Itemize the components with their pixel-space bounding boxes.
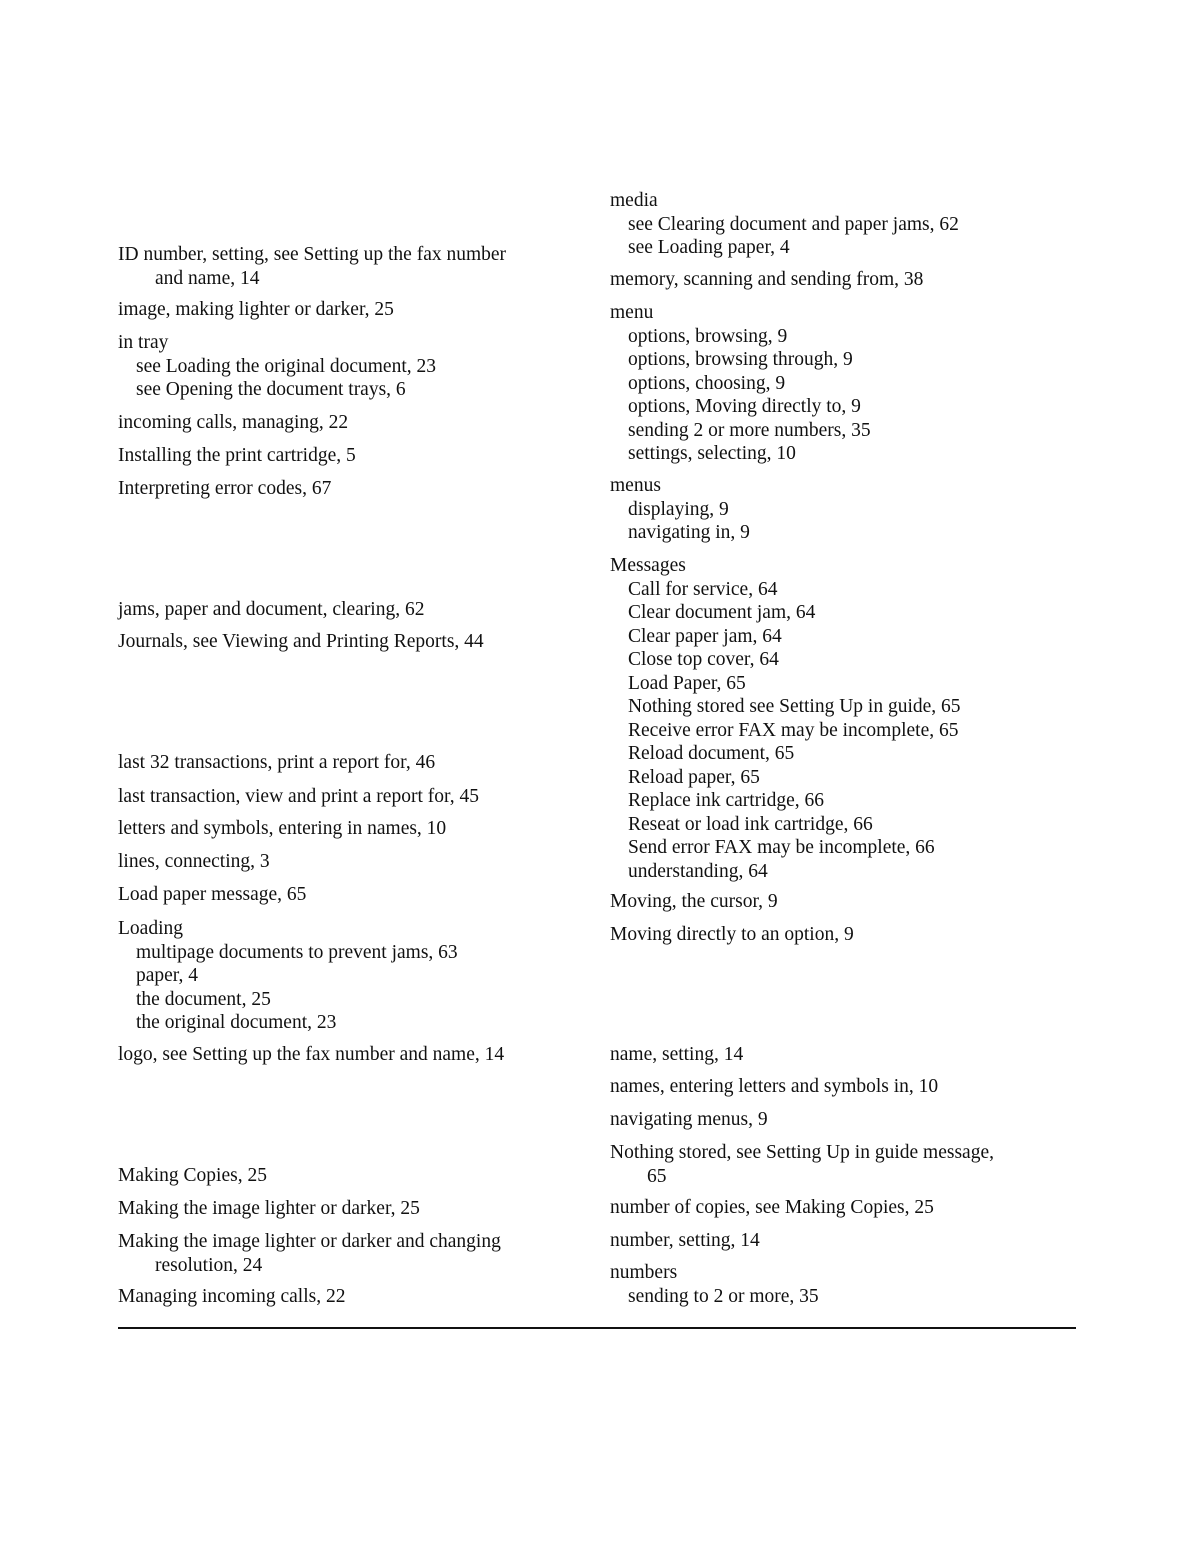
- index-main-term: number of copies, see Making Copies, 25: [610, 1197, 934, 1218]
- index-entry: [118, 751, 435, 775]
- index-continuation: resolution, 24: [155, 1254, 263, 1276]
- index-main-term: ID number, setting, see Setting up the fax number: [118, 244, 507, 265]
- index-entry: [118, 1164, 267, 1188]
- index-subentry: sending to 2 or more, 35: [628, 1285, 819, 1307]
- index-entry: [118, 1043, 504, 1067]
- index-entry: [610, 923, 854, 947]
- index-subentry: navigating in, 9: [628, 522, 750, 543]
- index-main-term: last 32 transactions, print a report for, 46: [118, 752, 436, 773]
- bottom-rule: [118, 1327, 1076, 1329]
- index-main-term: Installing the print cartridge, 5: [118, 445, 356, 466]
- index-subentry: options, browsing, 9: [628, 325, 788, 347]
- index-entry: [118, 331, 436, 402]
- index-main-term: Load paper message, 65: [118, 884, 307, 905]
- index-subentry: see Clearing document and paper jams, 62: [628, 213, 959, 235]
- index-entry: [610, 1141, 994, 1188]
- index-main-term: names, entering letters and symbols in, 10: [610, 1076, 939, 1097]
- index-main-term: menus: [610, 475, 661, 496]
- index-subentry: see Loading paper, 4: [628, 237, 790, 258]
- index-main-term: Journals, see Viewing and Printing Reports, 44: [118, 631, 484, 652]
- index-entry: [610, 890, 778, 914]
- index-subentry: Reload paper, 65: [628, 766, 760, 788]
- index-subentry: the original document, 23: [136, 1012, 337, 1033]
- index-main-term: lines, connecting, 3: [118, 851, 270, 872]
- index-main-term: Loading: [118, 918, 183, 939]
- index-main-term: jams, paper and document, clearing, 62: [118, 599, 425, 620]
- index-entry: [118, 883, 306, 907]
- index-subentry: see Opening the document trays, 6: [136, 379, 406, 400]
- index-main-term: Making the image lighter or darker and changing: [118, 1231, 501, 1252]
- index-entry: [610, 189, 959, 260]
- index-main-term: in tray: [118, 332, 169, 353]
- index-entry: [118, 917, 458, 1035]
- index-subentry: understanding, 64: [628, 860, 768, 882]
- index-main-term: incoming calls, managing, 22: [118, 412, 349, 433]
- index-entry: [610, 301, 871, 466]
- index-subentry: settings, selecting, 10: [628, 443, 796, 464]
- index-entry: [118, 785, 479, 809]
- index-subentry: Load Paper, 65: [628, 672, 746, 694]
- index-main-term: Managing incoming calls, 22: [118, 1286, 346, 1307]
- index-entry: [610, 1229, 760, 1253]
- index-entry: [118, 850, 270, 874]
- index-entry: [610, 474, 750, 545]
- index-entry: [610, 1196, 934, 1220]
- index-main-term: Interpreting error codes, 67: [118, 478, 332, 499]
- index-entry: [118, 1197, 420, 1221]
- index-subentry: displaying, 9: [628, 498, 729, 520]
- index-main-term: Moving, the cursor, 9: [610, 891, 778, 912]
- index-entry: [118, 598, 424, 622]
- index-entry: [118, 444, 356, 468]
- index-entry: [610, 1043, 743, 1067]
- index-main-term: last transaction, view and print a report for, 45: [118, 786, 479, 807]
- index-subentry: multipage documents to prevent jams, 63: [136, 941, 458, 963]
- index-subentry: Call for service, 64: [628, 578, 778, 600]
- index-main-term: memory, scanning and sending from, 38: [610, 269, 924, 290]
- index-subentry: Reseat or load ink cartridge, 66: [628, 813, 873, 835]
- index-main-term: letters and symbols, entering in names, 10: [118, 818, 447, 839]
- index-continuation: and name, 14: [155, 267, 260, 289]
- index-subentry: Receive error FAX may be incomplete, 65: [628, 719, 959, 741]
- index-subentry: Send error FAX may be incomplete, 66: [628, 837, 935, 858]
- index-subentry: Replace ink cartridge, 66: [628, 790, 824, 811]
- index-main-term: Messages: [610, 555, 686, 576]
- index-main-term: media: [610, 190, 658, 211]
- index-main-term: navigating menus, 9: [610, 1109, 768, 1130]
- index-subentry: options, Moving directly to, 9: [628, 396, 861, 417]
- index-subentry: options, choosing, 9: [628, 372, 786, 394]
- index-main-term: Making the image lighter or darker, 25: [118, 1198, 420, 1219]
- index-main-term: name, setting, 14: [610, 1044, 744, 1065]
- index-subentry: see Loading the original document, 23: [136, 355, 437, 377]
- index-main-term: Nothing stored, see Setting Up in guide message,: [610, 1142, 994, 1163]
- index-subentry: options, browsing through, 9: [628, 349, 853, 370]
- index-entry: [610, 268, 923, 292]
- index-continuation: 65: [647, 1165, 667, 1187]
- index-entry: [118, 630, 484, 654]
- index-subentry: Close top cover, 64: [628, 649, 779, 670]
- index-main-term: number, setting, 14: [610, 1230, 760, 1251]
- index-entry: [118, 1285, 345, 1309]
- index-subentry: sending 2 or more numbers, 35: [628, 419, 871, 441]
- index-subentry: paper, 4: [136, 965, 199, 986]
- index-main-term: Moving directly to an option, 9: [610, 924, 854, 945]
- index-entry: [118, 411, 348, 435]
- index-entry: [610, 554, 961, 883]
- index-subentry: Clear paper jam, 64: [628, 625, 782, 647]
- index-entry: [118, 1230, 501, 1277]
- index-subentry: the document, 25: [136, 988, 271, 1010]
- index-subentry: Clear document jam, 64: [628, 602, 816, 623]
- index-entry: [118, 243, 506, 290]
- index-entry: [118, 817, 446, 841]
- index-main-term: logo, see Setting up the fax number and name, 14: [118, 1044, 505, 1065]
- index-entry: [610, 1108, 768, 1132]
- index-entry: [118, 477, 331, 501]
- index-main-term: Making Copies, 25: [118, 1165, 267, 1186]
- index-main-term: image, making lighter or darker, 25: [118, 299, 394, 320]
- index-main-term: menu: [610, 302, 654, 323]
- index-entry: [610, 1261, 819, 1308]
- index-entry: [610, 1075, 938, 1099]
- index-entry: [118, 298, 394, 322]
- index-subentry: Nothing stored see Setting Up in guide, 65: [628, 696, 961, 717]
- index-subentry: Reload document, 65: [628, 743, 795, 764]
- index-main-term: numbers: [610, 1262, 678, 1283]
